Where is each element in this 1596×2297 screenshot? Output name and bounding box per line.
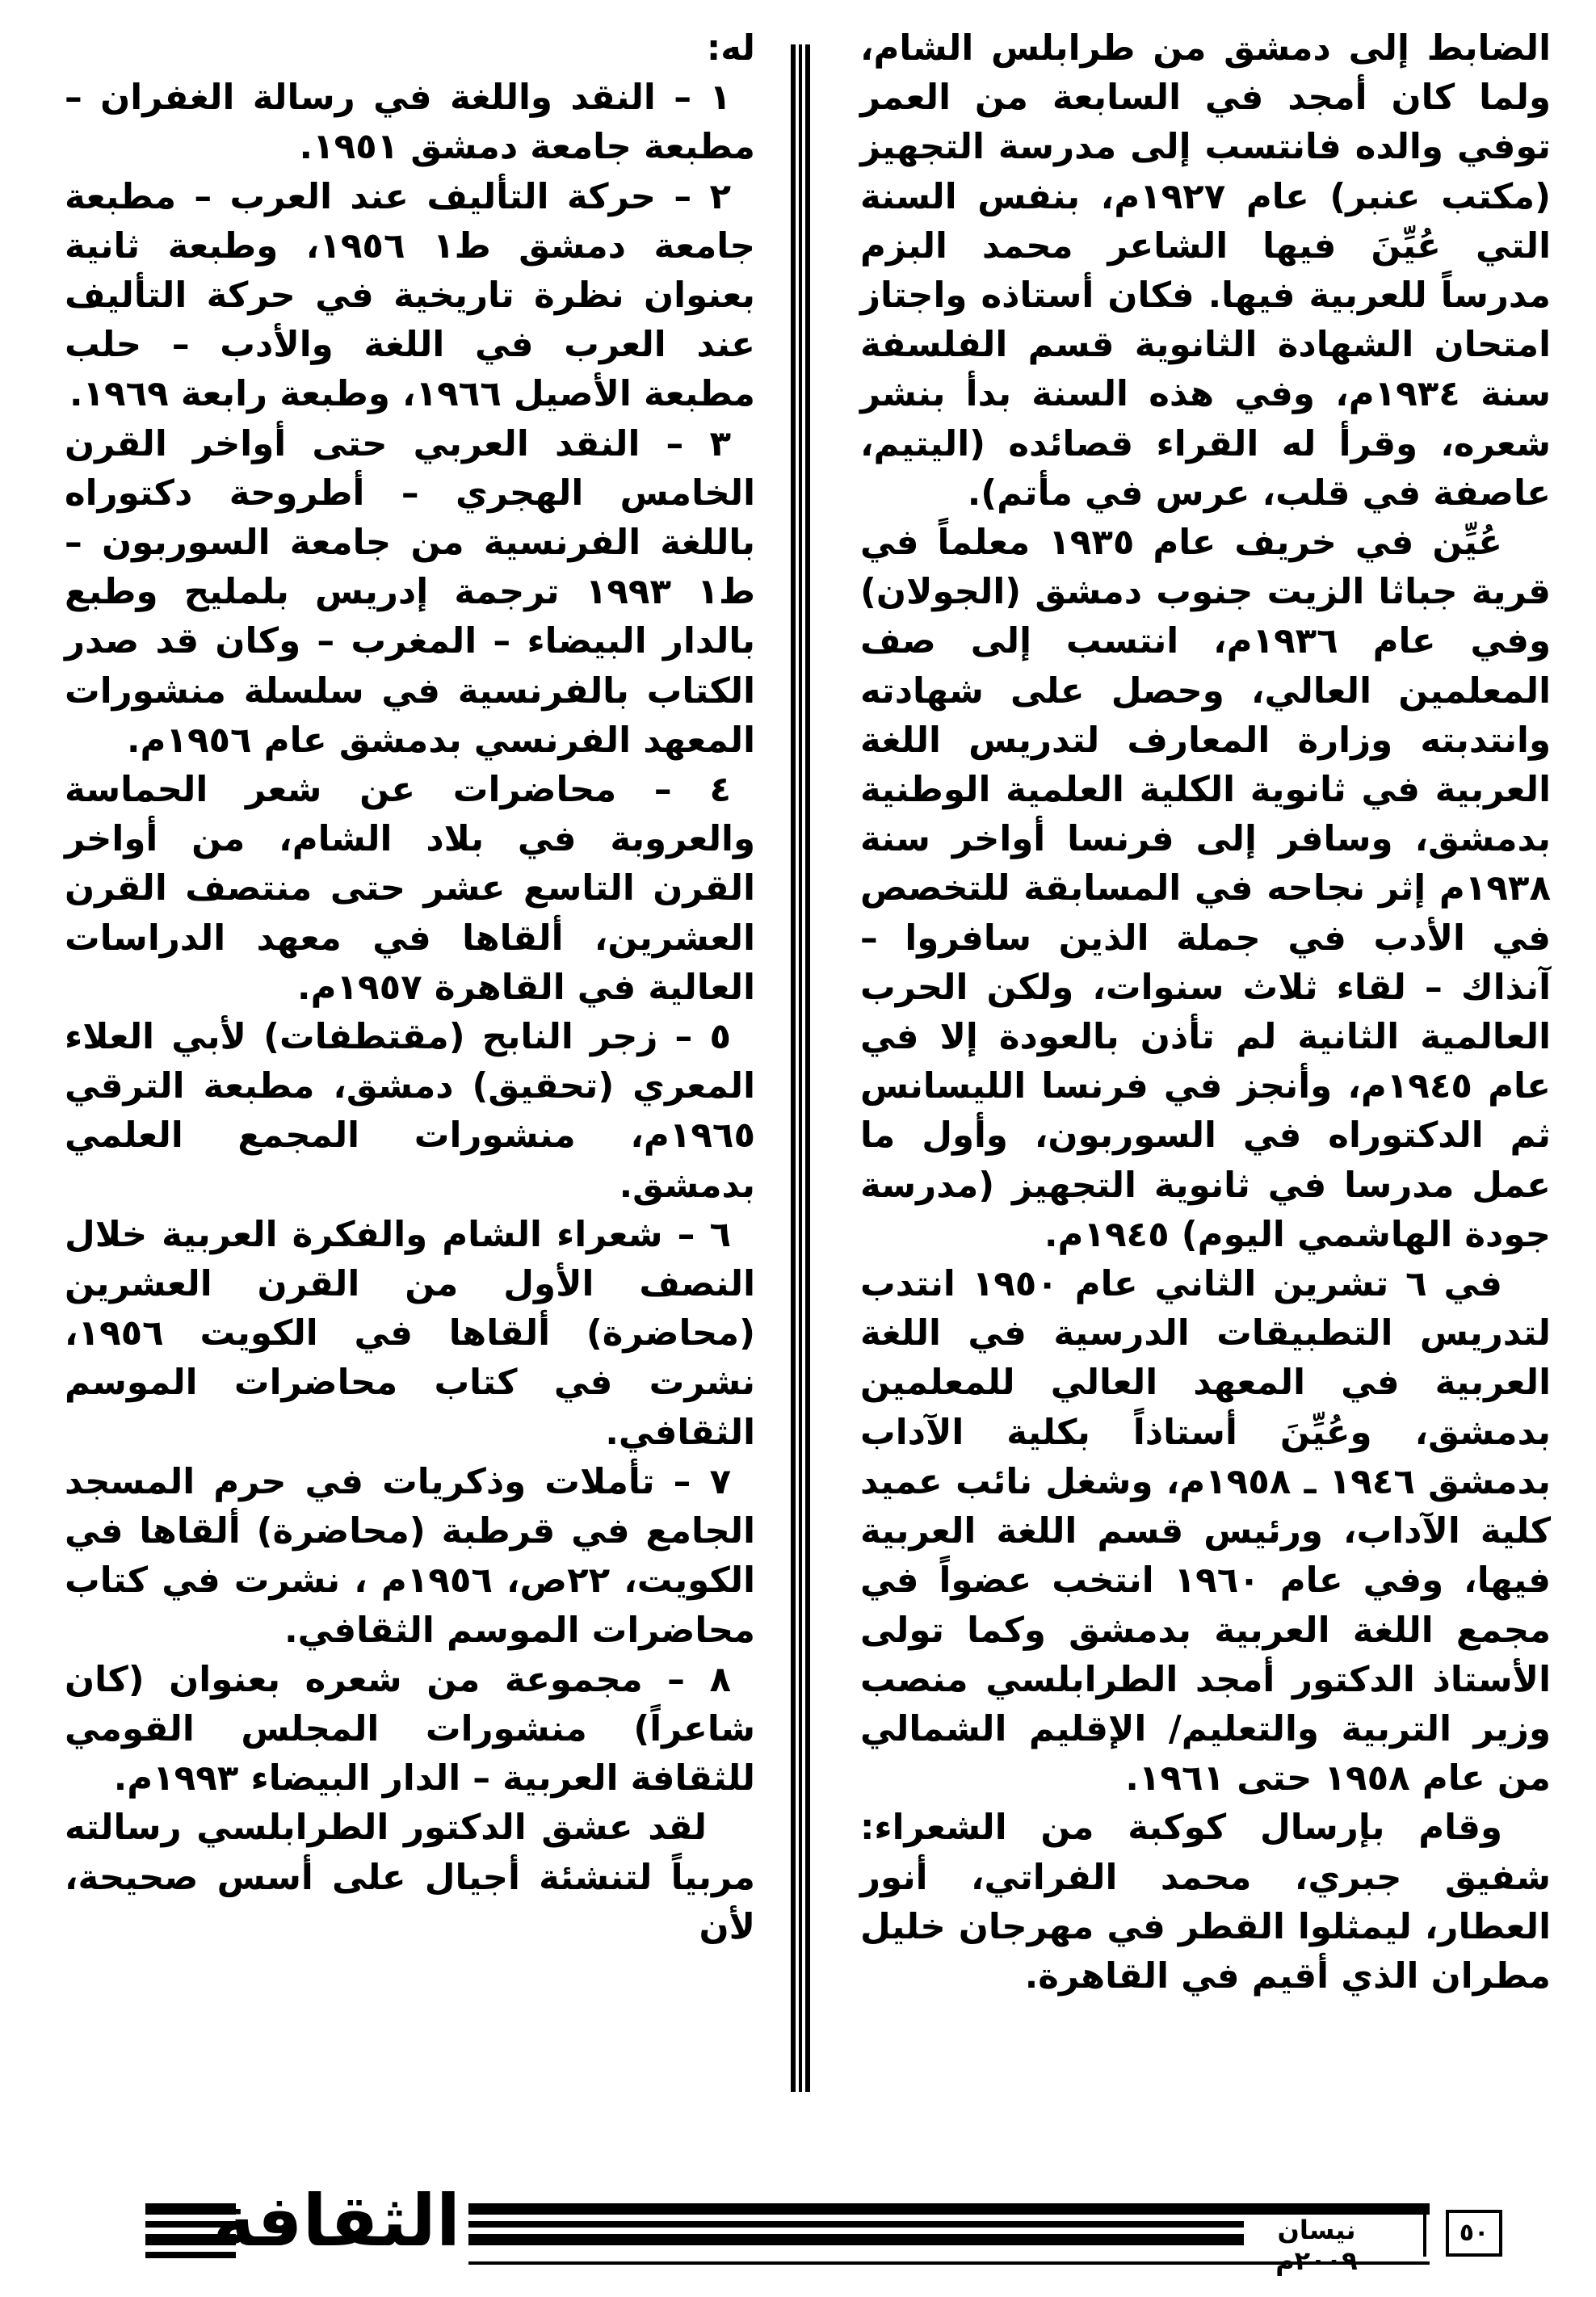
column-divider (791, 44, 796, 2092)
list-item: ٦ – شعراء الشام والفكرة العربية خلال النصف الأول من القرن العشرين (محاضرة) ألقاها في الكويت ١٩٥٦، نشرت في كتاب محاضرات الموسم الثقافي. (65, 1214, 755, 1453)
footer-bar (468, 2221, 1244, 2228)
paragraph: في ٦ تشرين الثاني عام ١٩٥٠ انتدب لتدريس التطبيقات الدرسية في اللغة العربية في المعهد العالي للمعلمين بدمشق، وعُيِّنَ أستاذاً بكلية الآداب بدمشق ١٩٤٦ ـ ١٩٥٨م، وشغل نائب عميد كلية الآداب، ورئيس قسم اللغة العربية فيها، وفي عام ١٩٦٠ انتخب عضواً في مجمع اللغة العربية بدمشق وكما تولى الأستاذ الدكتور أمجد الطرابلسي منصب وزير التربية والتعليم/ الإقليم الشمالي من عام ١٩٥٨ حتى ١٩٦١. (860, 1264, 1551, 1799)
list-item: ٥ – زجر النابح (مقتطفات) لأبي العلاء المعري (تحقيق) دمشق، مطبعة الترقي ١٩٦٥م، منشورات المجمع العلمي بدمشق. (65, 1017, 755, 1206)
footer-bar (468, 2234, 1244, 2245)
list-item: ٨ – مجموعة من شعره بعنوان (كان شاعراً) منشورات المجلس القومي للثقافة العربية – الدار البيضاء ١٩٩٣م. (65, 1659, 755, 1799)
list-item: ٢ – حركة التأليف عند العرب – مطبعة جامعة دمشق ط١ ١٩٥٦، وطبعة ثانية بعنوان نظرة تاريخية في حركة التأليف عند العرب في اللغة والأدب – حلب مطبعة الأصيل ١٩٦٦، وطبعة رابعة ١٩٦٩. (65, 176, 755, 415)
column-divider (799, 44, 802, 2092)
footer-separator (1423, 2211, 1426, 2257)
paragraph: الضابط إلى دمشق من طرابلس الشام، ولما كان أمجد في السابعة من العمر توفي والده فانتسب إلى مدرسة التجهيز (مكتب عنبر) عام ١٩٢٧م، بنفس السنة التي عُيِّنَ فيها الشاعر محمد البزم مدرساً للعربية فيها. فكان أستاذه واجتاز امتحان الشهادة الثانوية قسم الفلسفة سنة ١٩٣٤م، وفي هذه السنة بدأ بنشر شعره، وقرأ له القراء قصائده (اليتيم، عاصفة في قلب، عرس في مأتم). (860, 28, 1551, 514)
list-item: ٤ – محاضرات عن شعر الحماسة والعروبة في بلاد الشام، من أواخر القرن التاسع عشر حتى منتصف القرن العشرين، ألقاها في معهد الدراسات العالية في القاهرة ١٩٥٧م. (65, 770, 755, 1008)
paragraph: لقد عشق الدكتور الطرابلسي رسالته مربياً لتنشئة أجيال على أسس صحيحة، لأن (65, 1808, 755, 1947)
list-item: ١ – النقد واللغة في رسالة الغفران – مطبعة جامعة دمشق ١٩٥١. (65, 78, 755, 168)
magazine-logo: الثقافة (212, 2179, 460, 2262)
right-column (860, 24, 1551, 2100)
footer-bar (468, 2203, 1430, 2215)
paragraph: عُيِّن في خريف عام ١٩٣٥ معلماً في قرية جباثا الزيت جنوب دمشق (الجولان) وفي عام ١٩٣٦م، انتسب إلى صف المعلمين العالي، وحصل على شهادته وانتدبته وزارة المعارف لتدريس اللغة العربية في ثانوية الكلية العلمية الوطنية بدمشق، وسافر إلى فرنسا أواخر سنة ١٩٣٨م إثر نجاحه في المسابقة للتخصص في الأدب في جملة الذين سافروا – آنذاك – لقاء ثلاث سنوات، ولكن الحرب العالمية الثانية لم تأذن بالعودة إلا في عام ١٩٤٥م، وأنجز في فرنسا الليسانس ثم الدكتوراه في السوربون، وأول ما عمل مدرسا في ثانوية التجهيز (مدرسة جودة الهاشمي اليوم) ١٩٤٥م. (860, 523, 1552, 1255)
column-divider (805, 44, 810, 2092)
list-item: ٣ – النقد العربي حتى أواخر القرن الخامس الهجري – أطروحة دكتوراه باللغة الفرنسية من جامعة السوربون – ط١ ١٩٩٣ ترجمة إدريس بلمليح وطبع بالدار البيضاء – المغرب – وكان قد صدر الكتاب بالفرنسية في سلسلة منشورات المعهد الفرنسي بدمشق عام ١٩٥٦م. (65, 423, 755, 761)
list-item: ٧ – تأملات وذكريات في حرم المسجد الجامع في قرطبة (محاضرة) ألقاها في الكويت، ٢٢ص، ١٩٥٦م ، نشرت في كتاب محاضرات الموسم الثقافي. (65, 1461, 755, 1651)
page-number: ٥٠ (1446, 2210, 1502, 2257)
paragraph: وقام بإرسال كوكبة من الشعراء: شفيق جبري، محمد الفراتي، أنور العطار، ليمثلوا القطر في مهرجان خليل مطران الذي أقيم في القاهرة. (860, 1808, 1551, 1997)
issue-date: نيسان ٢٠٠٩م (1275, 2215, 1358, 2276)
list-heading: له: (706, 28, 755, 69)
page-footer (0, 2179, 1596, 2276)
left-column (65, 24, 755, 2100)
